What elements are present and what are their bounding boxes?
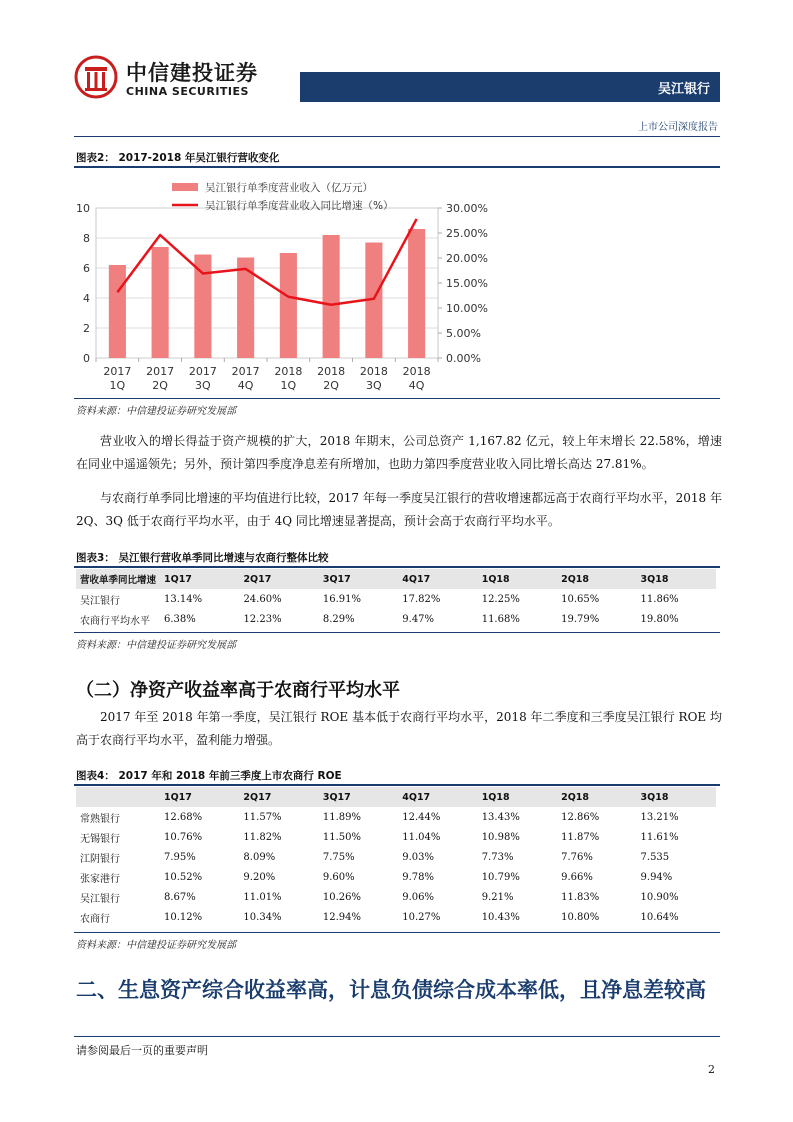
table-cell: 农商行平均水平: [80, 615, 150, 627]
table-cell: 9.47%: [402, 613, 435, 625]
x-tick-label-year: 2017: [103, 365, 132, 378]
revenue-bar: [323, 235, 340, 358]
table-cell: 9.66%: [561, 871, 593, 883]
column-header: 3Q17: [322, 573, 351, 585]
column-header: [76, 787, 160, 807]
column-header: 4Q17: [402, 791, 431, 803]
revenue-bar: [280, 253, 297, 358]
x-tick-label-year: 2017: [188, 365, 217, 378]
table-cell: 6.38%: [164, 613, 196, 625]
table-cell: 11.50%: [322, 831, 361, 843]
table-row: [76, 589, 716, 609]
legend-line-label: 吴江银行单季度营业收入同比增速（%）: [205, 200, 394, 212]
column-header: 3Q18: [640, 791, 669, 803]
table-cell: 10.34%: [243, 911, 282, 923]
revenue-chart: [74, 170, 720, 400]
column-header: 营收单季同比增速: [80, 575, 157, 586]
legend-bar-label: 吴江银行单季度营业收入（亿万元）: [205, 182, 373, 194]
y-left-tick-label: 2: [83, 322, 90, 335]
y-right-tick-label: 20.00%: [446, 252, 488, 265]
column-header: 1Q18: [481, 573, 510, 585]
paragraph-revenue-growth: 营业收入的增长得益于资产规模的扩大，2018 年期末，公司总资产 1,167.82 亿元，较上年末增长 22.58%，增速在同业中遥遥领先；另外，预计第四季度净息差有所增加，也助力第四季度营业收入同比增长高达 27.81%。: [76, 434, 722, 471]
table-cell: 9.06%: [402, 891, 435, 903]
table-cell: 11.57%: [243, 811, 282, 823]
y-left-tick-label: 0: [83, 352, 90, 365]
table-row: [76, 807, 716, 827]
table-cell: 8.67%: [164, 891, 196, 903]
table-cell: 11.82%: [243, 831, 282, 843]
column-header: 2Q17: [243, 791, 272, 803]
table-cell: 江阴银行: [80, 853, 120, 865]
y-right-tick-label: 25.00%: [446, 227, 488, 240]
figure2-top-rule: [74, 166, 720, 168]
revenue-bar: [152, 247, 169, 358]
y-right-tick-label: 5.00%: [446, 327, 481, 340]
column-header: 2Q18: [561, 573, 590, 585]
table-cell: 9.94%: [640, 871, 673, 883]
table-cell: 农商行: [80, 913, 110, 925]
table-cell: 12.23%: [243, 613, 282, 625]
table-row: [76, 827, 716, 847]
y-right-tick-label: 15.00%: [446, 277, 488, 290]
revenue-bar: [109, 265, 126, 358]
revenue-bar: [194, 255, 211, 359]
x-tick-label-quarter: 1Q: [109, 379, 126, 392]
section-heading-roe: （二）净资产收益率高于农商行平均水平: [76, 680, 400, 701]
x-tick-label-year: 2018: [274, 365, 303, 378]
figure3-bottom-rule: [74, 632, 720, 633]
x-tick-label-year: 2017: [146, 365, 175, 378]
y-left-tick-label: 10: [76, 202, 90, 215]
figure3-table: [76, 569, 716, 629]
table-cell: 10.76%: [164, 831, 203, 843]
table-cell: 17.82%: [402, 593, 441, 605]
table-cell: 11.01%: [243, 891, 282, 903]
table-cell: 19.80%: [640, 613, 679, 625]
figure4-table: [76, 787, 716, 927]
table-cell: 无锡银行: [80, 833, 120, 845]
column-header: 1Q18: [481, 791, 510, 803]
brand-name-en: CHINA SECURITIES: [126, 85, 249, 98]
table-cell: 8.29%: [322, 613, 355, 625]
header-bar: [300, 72, 720, 102]
table-cell: 11.87%: [561, 831, 600, 843]
y-left-tick-label: 6: [83, 262, 90, 275]
x-tick-label-quarter: 3Q: [195, 379, 211, 392]
x-tick-label-year: 2018: [402, 365, 431, 378]
table-cell: 张家港行: [80, 873, 120, 885]
figure2-bottom-rule: [74, 398, 720, 399]
table-cell: 10.64%: [640, 911, 679, 923]
table-cell: 11.61%: [640, 831, 679, 843]
table-cell: 13.21%: [640, 811, 679, 823]
table-cell: 12.68%: [164, 811, 203, 823]
table-cell: 11.68%: [481, 613, 520, 625]
table-cell: 10.98%: [481, 831, 520, 843]
figure4-top-rule: [74, 784, 720, 786]
y-left-tick-label: 8: [83, 232, 90, 245]
column-header: 1Q17: [164, 573, 192, 585]
table-header-row: [76, 569, 716, 589]
table-cell: 10.90%: [640, 891, 679, 903]
table-cell: 12.25%: [481, 593, 520, 605]
table-cell: 11.89%: [322, 811, 361, 823]
table-cell: 9.21%: [481, 891, 514, 903]
x-tick-label-year: 2018: [317, 365, 346, 378]
figure3-top-rule: [74, 566, 720, 568]
table-cell: 13.43%: [481, 811, 520, 823]
table-cell: 10.26%: [322, 891, 361, 903]
column-header: 2Q18: [561, 791, 590, 803]
column-header: 3Q18: [640, 573, 669, 585]
table-cell: 16.91%: [322, 593, 361, 605]
company-logo: [74, 55, 264, 103]
paragraph-roe: 2017 年至 2018 年第一季度，吴江银行 ROE 基本低于农商行平均水平，2018 年二季度和三季度吴江银行 ROE 均高于农商行平均水平，盈利能力增强。: [76, 710, 722, 747]
x-tick-label-quarter: 4Q: [408, 379, 425, 392]
table-cell: 7.75%: [322, 851, 355, 863]
column-header: 2Q17: [243, 573, 272, 585]
x-tick-label-quarter: 1Q: [280, 379, 297, 392]
china-securities-logo-icon: [74, 55, 118, 99]
table-cell: 24.60%: [243, 593, 282, 605]
x-tick-label-year: 2017: [231, 365, 260, 378]
table-cell: 10.65%: [561, 593, 600, 605]
table-row: [76, 907, 716, 927]
figure2-title: 图表2： 2017-2018 年吴江银行营收变化: [76, 152, 280, 164]
x-tick-label-quarter: 2Q: [323, 379, 339, 392]
legend-bar-swatch: [172, 183, 198, 191]
table-cell: 吴江银行: [80, 893, 120, 905]
y-right-tick-label: 0.00%: [446, 352, 481, 365]
y-right-tick-label: 10.00%: [446, 302, 488, 315]
table-cell: 10.43%: [481, 911, 520, 923]
table-cell: 常熟银行: [80, 813, 120, 825]
x-tick-label-quarter: 3Q: [366, 379, 382, 392]
table-cell: 10.79%: [481, 871, 520, 883]
table-cell: 12.44%: [402, 811, 441, 823]
table-row: [76, 867, 716, 887]
table-cell: 11.83%: [561, 891, 600, 903]
chapter-heading: 二、生息资产综合收益率高，计息负债综合成本率低，且净息差较高: [76, 978, 706, 1002]
y-left-tick-label: 4: [83, 292, 90, 305]
table-cell: 9.78%: [402, 871, 435, 883]
table-cell: 10.27%: [402, 911, 441, 923]
paragraph-peer-comparison: 与农商行单季同比增速的平均值进行比较，2017 年每一季度吴江银行的营收增速都远高于农商行平均水平，2018 年 2Q、3Q 低于农商行平均水平，由于 4Q 同比增速显著提高，预计会高于农商行平均水平。: [76, 491, 722, 528]
table-row: [76, 887, 716, 907]
x-tick-label-year: 2018: [359, 365, 388, 378]
header-divider: [74, 136, 720, 137]
table-cell: 13.14%: [164, 593, 203, 605]
table-cell: 11.86%: [640, 593, 679, 605]
brand-name-cn: 中信建投证券: [126, 61, 258, 85]
column-header: 4Q17: [402, 573, 431, 585]
table-cell: 10.12%: [164, 911, 203, 923]
table-cell: 7.76%: [561, 851, 593, 863]
figure4-source: 资料来源：中信建投证券研究发展部: [76, 940, 236, 951]
column-header: 3Q17: [322, 791, 351, 803]
table-cell: 吴江银行: [80, 595, 120, 607]
table-cell: 12.94%: [322, 911, 361, 923]
table-cell: 7.73%: [481, 851, 514, 863]
table-cell: 8.09%: [243, 851, 276, 863]
table-row: [76, 847, 716, 867]
table-cell: 7.535: [640, 851, 670, 863]
figure2-source: 资料来源：中信建投证券研究发展部: [76, 406, 236, 417]
table-cell: 9.20%: [243, 871, 276, 883]
page-number: 2: [708, 1063, 715, 1076]
revenue-bar: [408, 229, 425, 358]
table-cell: 11.04%: [402, 831, 441, 843]
table-row: [76, 609, 716, 629]
header-bank-name: 吴江银行: [657, 82, 710, 97]
footer-disclaimer: 请参阅最后一页的重要声明: [76, 1044, 208, 1057]
table-cell: 12.86%: [561, 811, 600, 823]
footer-divider: [74, 1036, 720, 1037]
x-tick-label-quarter: 2Q: [152, 379, 168, 392]
table-cell: 10.80%: [561, 911, 600, 923]
column-header: 1Q17: [164, 791, 192, 803]
figure3-title: 图表3： 吴江银行营收单季同比增速与农商行整体比较: [76, 552, 329, 564]
y-right-tick-label: 30.00%: [446, 202, 488, 215]
table-cell: 10.52%: [164, 871, 203, 883]
table-cell: 9.03%: [402, 851, 435, 863]
table-cell: 9.60%: [322, 871, 355, 883]
figure3-source: 资料来源：中信建投证券研究发展部: [76, 640, 236, 651]
table-header-row: [76, 787, 716, 807]
figure4-title: 图表4： 2017 年和 2018 年前三季度上市农商行 ROE: [76, 770, 342, 782]
table-cell: 19.79%: [561, 613, 600, 625]
figure4-bottom-rule: [74, 932, 720, 933]
report-type: 上市公司深度报告: [638, 122, 718, 133]
table-cell: 7.95%: [164, 851, 196, 863]
x-tick-label-quarter: 4Q: [237, 379, 254, 392]
